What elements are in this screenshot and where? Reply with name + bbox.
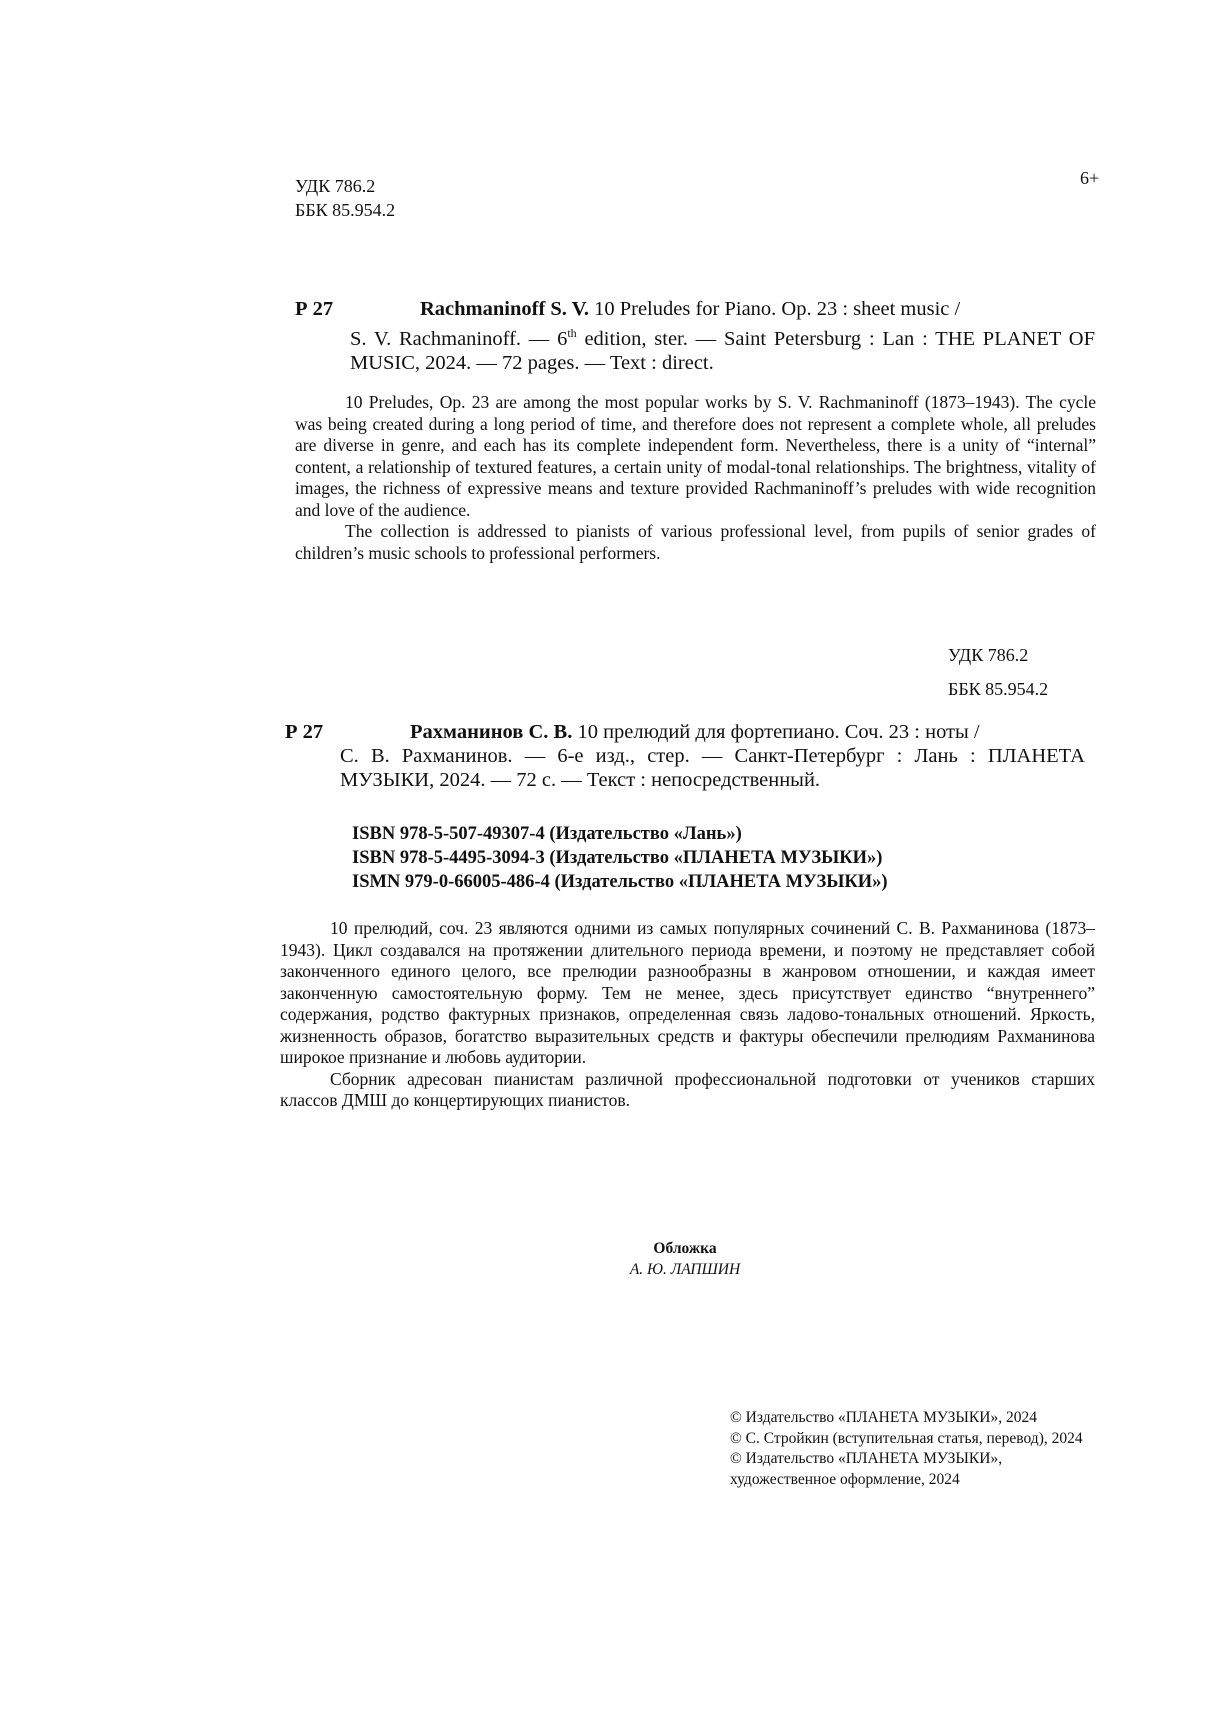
copyright-block bbox=[730, 1408, 1100, 1490]
abstract-en bbox=[295, 392, 1096, 564]
right-classification bbox=[948, 638, 1048, 706]
entry-author: Рахманинов С. В. bbox=[410, 721, 573, 743]
cover-label: Обложка bbox=[653, 1240, 717, 1257]
entry-title: 10 прелюдий для фортепиано. Соч. 23 : ноты / bbox=[577, 721, 980, 743]
bbk-code: ББК 85.954.2 bbox=[948, 679, 1049, 699]
udk-code: УДК 786.2 bbox=[948, 645, 1029, 665]
udk-code: УДК 786.2 bbox=[295, 176, 376, 196]
isbn-line: ISBN 978-5-507-49307-4 (Издательство «Лань») bbox=[352, 824, 742, 844]
entry-details-start: S. V. Rachmaninoff. — 6 bbox=[350, 327, 568, 350]
ismn-line: ISMN 979-0-66005-486-4 (Издательство «ПЛАНЕТА МУЗЫКИ») bbox=[352, 872, 888, 892]
isbn-block bbox=[352, 822, 888, 894]
abstract-ru bbox=[280, 918, 1095, 1112]
author-mark: Р 27 bbox=[285, 721, 324, 743]
entry-title: 10 Preludes for Piano. Op. 23 : sheet music / bbox=[594, 298, 961, 320]
copyright-line: © Издательство «ПЛАНЕТА МУЗЫКИ», художественное оформление, 2024 bbox=[730, 1450, 1003, 1488]
catalog-entry-en bbox=[295, 297, 1095, 375]
entry-heading bbox=[295, 297, 1095, 375]
abstract-paragraph: The collection is addressed to pianists of various professional level, from pupils of senior grades of children’s music schools to professional performers. bbox=[295, 521, 1096, 563]
copyright-line: © С. Стройкин (вступительная статья, перевод), 2024 bbox=[730, 1429, 1083, 1447]
abstract-paragraph: 10 прелюдий, соч. 23 являются одними из самых популярных сочинений С. В. Рахманинова (1873–1943). Цикл создавался на протяжении длительного периода времени, и поэтому не представляет собой законченного единого целого, все прелюдии разнообразны в жанровом отношении, и каждая имеет законченную самостоятельную форму. Тем не менее, здесь присутствует единство “внутреннего” содержания, родство фактурных признаков, определенная связь ладово-тональных отношений. Яркость, жизненность образов, богатство выразительных средств и фактуры обеспечили прелюдиям Рахманинова широкое признание и любовь аудитории. bbox=[280, 918, 1095, 1067]
cover-designer: А. Ю. ЛАПШИН bbox=[629, 1261, 741, 1278]
abstract-paragraph: 10 Preludes, Op. 23 are among the most popular works by S. V. Rachmaninoff (1873–1943). The cycle was being created during a long period of time, and therefore does not represent a complete whole, all preludes are diverse in genre, and each has its complete independent form. Nevertheless, there is a unity of “internal” content, a relationship of textured features, a certain unity of modal-tonal relationships. The brightness, vitality of images, the richness of expressive means and texture provided Rachmaninoff’s preludes with wide recognition and love of the audience. bbox=[295, 392, 1096, 520]
copyright-line: © Издательство «ПЛАНЕТА МУЗЫКИ», 2024 bbox=[730, 1409, 1037, 1426]
entry-heading bbox=[285, 720, 1085, 792]
author-mark: Р 27 bbox=[295, 298, 334, 320]
isbn-line: ISBN 978-5-4495-3094-3 (Издательство «ПЛАНЕТА МУЗЫКИ») bbox=[352, 848, 883, 868]
catalog-entry-ru bbox=[285, 720, 1085, 792]
age-rating: 6+ bbox=[1080, 168, 1100, 188]
edition-superscript: th bbox=[567, 326, 577, 340]
entry-details: С. В. Рахманинов. — 6-е изд., стер. — Санкт-Петербург : Лань : ПЛАНЕТА МУЗЫКИ, 2024. — 72 с. — Текст : непосредственный. bbox=[340, 745, 1085, 791]
entry-author: Rachmaninoff S. V. bbox=[420, 298, 589, 320]
top-classification bbox=[295, 174, 395, 222]
entry-details bbox=[295, 321, 1095, 375]
abstract-paragraph: Сборник адресован пианистам различной профессиональной подготовки от учеников старших классов ДМШ до концертирующих пианистов. bbox=[280, 1068, 1095, 1110]
entry-details-end: edition, ster. — Saint Petersburg : Lan : THE PLANET OF MUSIC, 2024. — 72 pages. — Text : direct. bbox=[350, 327, 1095, 374]
cover-credit bbox=[560, 1238, 810, 1280]
bbk-code: ББК 85.954.2 bbox=[295, 200, 396, 220]
